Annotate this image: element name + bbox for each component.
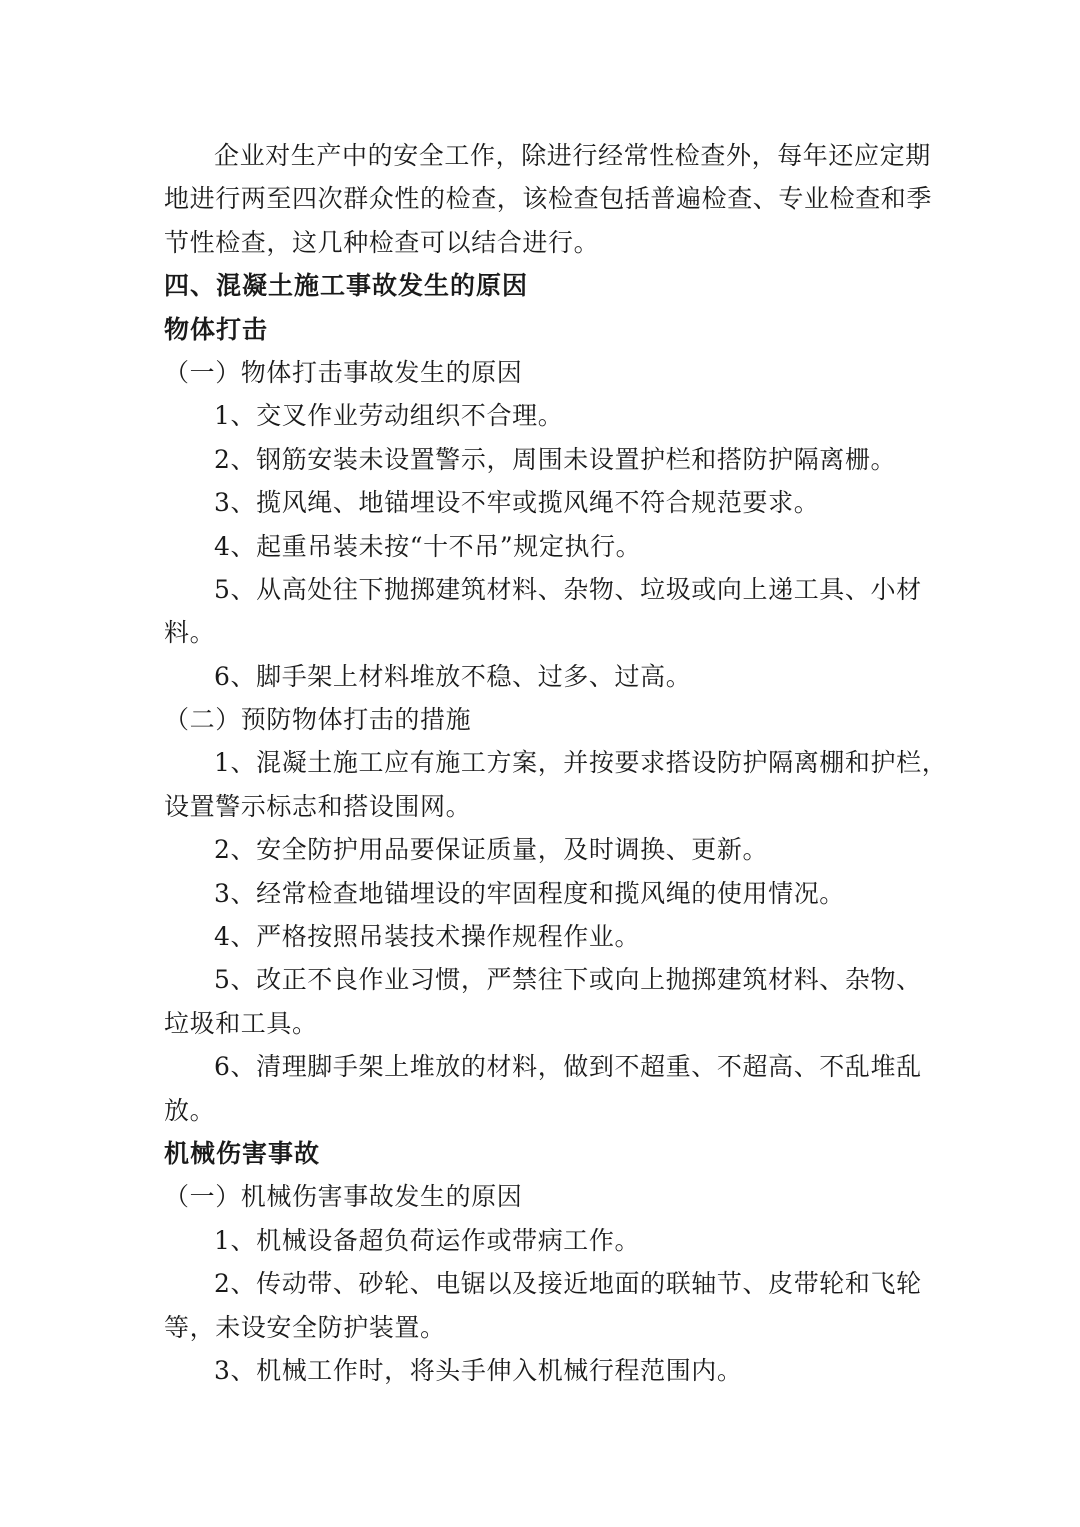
document-page — [164, 134, 948, 1392]
strike-measure-item: 6、清理脚手架上堆放的材料，做到不超重、不超高、不乱堆乱 — [214, 1052, 922, 1082]
intro-line-2: 地进行两至四次群众性的检查，该检查包括普遍检查、专业检查和季 — [164, 184, 933, 214]
machinery-cause-item: 1、机械设备超负荷运作或带病工作。 — [214, 1225, 641, 1255]
strike-measures-heading: （二）预防物体打击的措施 — [164, 705, 472, 735]
strike-measure-item: 3、经常检查地锚埋设的牢固程度和揽风绳的使用情况。 — [214, 878, 845, 908]
machinery-title: 机械伤害事故 — [164, 1138, 321, 1168]
strike-measure-item-cont: 设置警示标志和搭设围网。 — [164, 791, 472, 821]
strike-cause-item: 5、从高处往下抛掷建筑材料、杂物、垃圾或向上递工具、小材 — [214, 574, 922, 604]
strike-measure-item-cont: 垃圾和工具。 — [164, 1008, 318, 1038]
machinery-causes-heading: （一）机械伤害事故发生的原因 — [164, 1182, 523, 1212]
strike-measure-item: 5、改正不良作业习惯，严禁往下或向上抛掷建筑材料、杂物、 — [214, 965, 922, 995]
section-heading: 四、混凝土施工事故发生的原因 — [164, 271, 529, 301]
strike-title: 物体打击 — [164, 314, 269, 344]
strike-measure-item: 2、安全防护用品要保证质量，及时调换、更新。 — [214, 835, 769, 865]
strike-measure-item-cont: 放。 — [164, 1095, 216, 1125]
strike-cause-item: 3、揽风绳、地锚埋设不牢或揽风绳不符合规范要求。 — [214, 488, 820, 518]
intro-line-1: 企业对生产中的安全工作，除进行经常性检查外，每年还应定期 — [214, 141, 931, 170]
machinery-cause-item-cont: 等，未设安全防护装置。 — [164, 1312, 446, 1342]
strike-cause-item: 2、钢筋安装未设置警示，周围未设置护栏和搭防护隔离栅。 — [214, 444, 897, 474]
machinery-cause-item: 3、机械工作时，将头手伸入机械行程范围内。 — [214, 1355, 743, 1385]
strike-cause-item: 1、交叉作业劳动组织不合理。 — [214, 401, 564, 431]
strike-cause-item-cont: 料。 — [164, 618, 216, 648]
strike-causes-heading: （一）物体打击事故发生的原因 — [164, 357, 523, 387]
intro-line-3: 节性检查，这几种检查可以结合进行。 — [164, 227, 600, 257]
machinery-cause-item: 2、传动带、砂轮、电锯以及接近地面的联轴节、皮带轮和飞轮 — [214, 1269, 922, 1299]
strike-cause-item: 6、脚手架上材料堆放不稳、过多、过高。 — [214, 661, 692, 691]
strike-measure-item: 1、混凝土施工应有施工方案，并按要求搭设防护隔离棚和护栏， — [214, 748, 948, 778]
strike-cause-item: 4、起重吊装未按“十不吊”规定执行。 — [214, 531, 642, 561]
strike-measure-item: 4、严格按照吊装技术操作规程作业。 — [214, 922, 641, 952]
